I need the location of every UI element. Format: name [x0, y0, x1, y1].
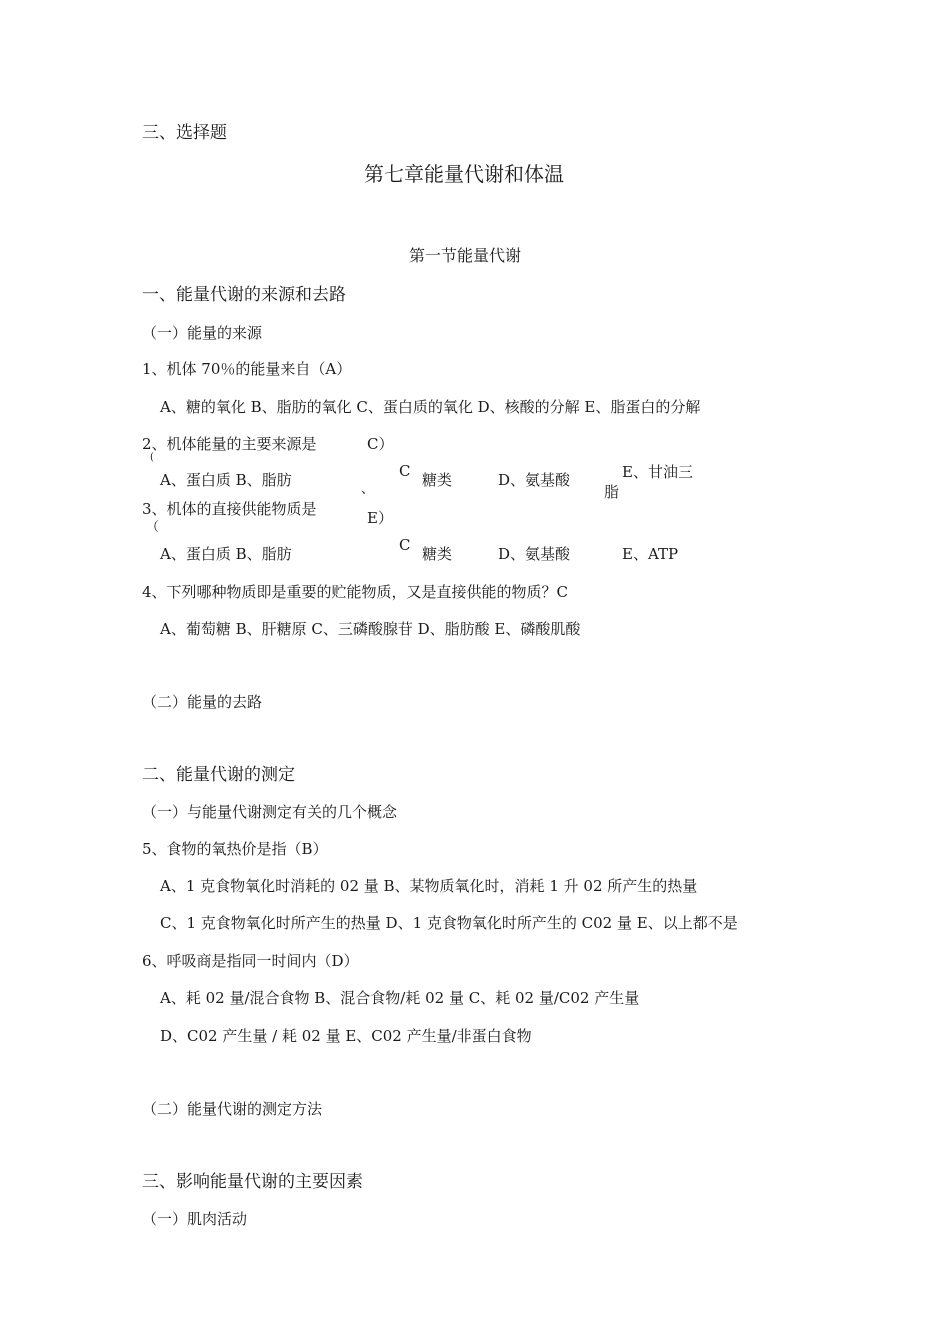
question-2-option-e-line1: E、甘油三: [622, 463, 693, 481]
question-2-option-e-line2: 脂: [604, 483, 620, 501]
question-5-options-line1: A、1 克食物氧化时消耗的 02 量 B、某物质氧化时，消耗 1 升 02 所产生的热量: [160, 877, 698, 895]
question-6: 6、呼吸商是指同一时间内（D）: [142, 952, 359, 970]
question-1: 1、机体 70％的能量来自（A）: [142, 360, 352, 378]
question-2: 2、机体能量的主要来源是: [142, 435, 317, 453]
question-3-option-e: E、ATP: [622, 545, 679, 563]
question-3-mark: （: [146, 520, 160, 535]
question-3-option-d: D、氨基酸: [498, 545, 571, 563]
top-heading: 三、选择题: [142, 123, 227, 143]
question-3-options-ab: A、蛋白质 B、脂肪: [160, 545, 292, 563]
section-title: 第一节能量代谢: [409, 246, 522, 265]
subheading-muscle-activity: （一）肌肉活动: [142, 1210, 248, 1228]
chapter-title: 第七章能量代谢和体温: [364, 162, 564, 186]
question-2-option-c-letter: C: [399, 462, 411, 480]
question-3-option-c-text: 糖类: [422, 545, 453, 563]
question-3-answer: E）: [367, 509, 393, 527]
question-2-option-c-separator: 、: [361, 482, 375, 497]
heading-3: 三、影响能量代谢的主要因素: [142, 1172, 363, 1192]
question-5: 5、食物的氧热价是指（B）: [142, 840, 328, 858]
question-2-mark: (: [150, 452, 154, 463]
subheading-concepts: （一）与能量代谢测定有关的几个概念: [142, 803, 398, 821]
question-2-options-ab: A、蛋白质 B、脂肪: [160, 471, 292, 489]
subheading-methods: （二）能量代谢的测定方法: [142, 1100, 323, 1118]
question-3-option-c-letter: C: [399, 536, 411, 554]
subheading-energy-source: （一）能量的来源: [142, 324, 263, 342]
question-4-options: A、葡萄糖 B、肝糖原 C、三磷酸腺苷 D、脂肪酸 E、磷酸肌酸: [160, 620, 581, 638]
question-6-options-line1: A、耗 02 量/混合食物 B、混合食物/耗 02 量 C、耗 02 量/C02 产生量: [160, 989, 640, 1007]
subheading-energy-outflow: （二）能量的去路: [142, 693, 263, 711]
question-2-option-c-text: 糖类: [422, 471, 453, 489]
heading-1: 一、能量代谢的来源和去路: [142, 285, 346, 305]
question-6-options-line2: D、C02 产生量 / 耗 02 量 E、C02 产生量/非蛋白食物: [160, 1027, 532, 1045]
question-4: 4、下列哪种物质即是重要的贮能物质，又是直接供能的物质？C: [142, 583, 569, 601]
heading-2: 二、能量代谢的测定: [142, 765, 295, 785]
question-1-options: A、糖的氧化 B、脂肪的氧化 C、蛋白质的氧化 D、核酸的分解 E、脂蛋白的分解: [160, 398, 701, 416]
question-5-options-line2: C、1 克食物氧化时所产生的热量 D、1 克食物氧化时所产生的 C02 量 E、以上都不是: [160, 914, 738, 932]
question-2-option-d: D、氨基酸: [498, 471, 571, 489]
question-3: 3、机体的直接供能物质是: [142, 500, 317, 518]
question-2-answer: C）: [367, 435, 394, 453]
